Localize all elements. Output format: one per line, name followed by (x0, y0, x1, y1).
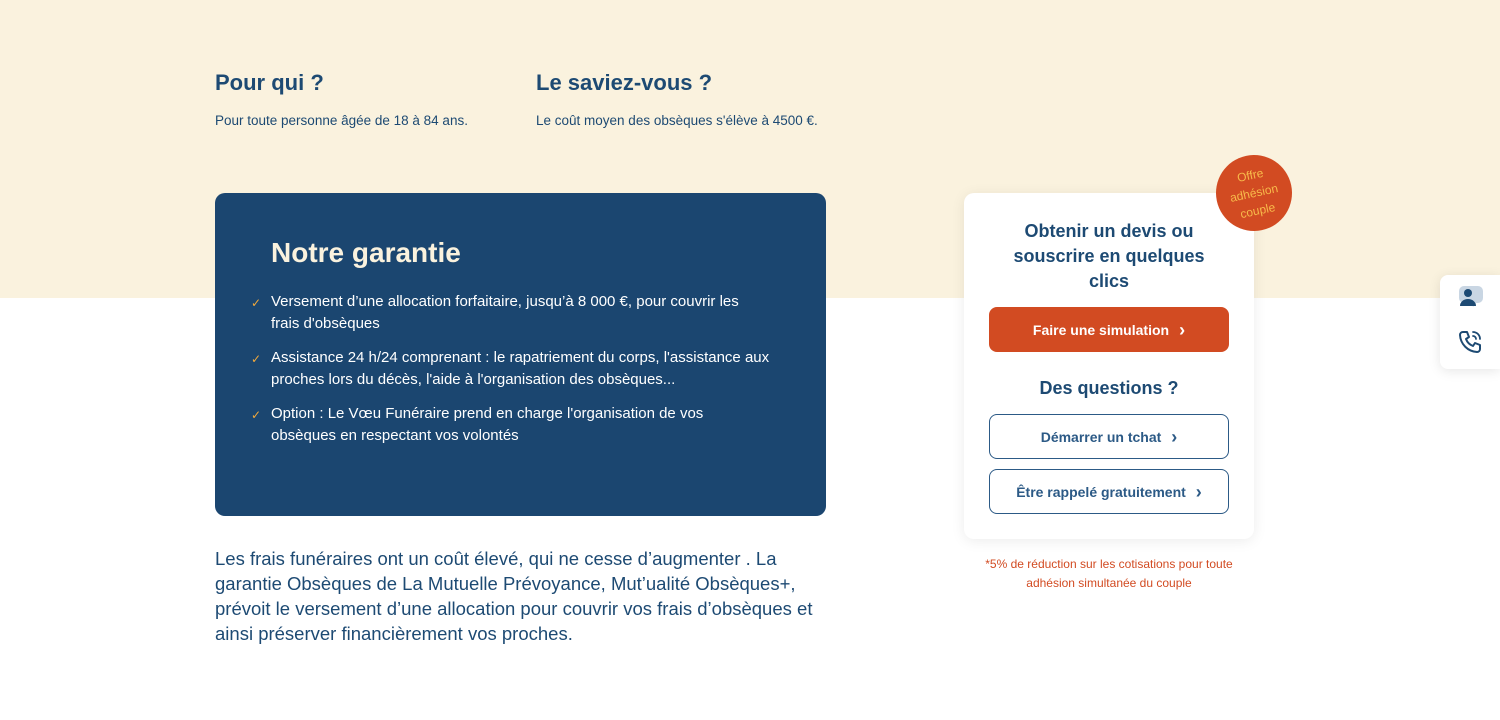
guarantee-title: Notre garantie (271, 237, 461, 268)
did-you-know-title: Le saviez-vous ? (536, 70, 713, 95)
chat-person-icon[interactable] (1455, 284, 1485, 315)
who-section (215, 70, 515, 132)
check-icon: ✓ (251, 352, 262, 366)
check-icon: ✓ (251, 408, 262, 422)
guarantee-list (251, 291, 770, 447)
discount-footnote: *5% de réduction sur les cotisations pour toute adhésion simultanée du couple (985, 557, 1233, 590)
check-icon: ✓ (251, 296, 262, 310)
guarantee-item-text: Assistance 24 h/24 comprenant : le rapatriement du corps, l'assistance aux proches lors du décès, l'aide à l'organisation des obsèques... (271, 349, 770, 388)
quote-card (964, 193, 1254, 539)
phone-call-icon[interactable] (1457, 329, 1483, 360)
simulation-button[interactable] (989, 307, 1229, 352)
who-text: Pour toute personne âgée de 18 à 84 ans. (215, 113, 468, 128)
badge-line-3: couple (1238, 200, 1277, 222)
chevron-right-icon: › (1179, 319, 1186, 340)
quote-card-title: Obtenir un devis ou souscrire en quelques clics (1013, 221, 1205, 291)
did-you-know-text: Le coût moyen des obsèques s'élève à 4500 €. (536, 113, 818, 128)
badge-line-2: adhésion (1228, 181, 1280, 205)
did-you-know-section (536, 70, 836, 132)
callback-button-label: Être rappelé gratuitement (1016, 483, 1186, 500)
chevron-right-icon: › (1171, 426, 1178, 447)
who-title: Pour qui ? (215, 70, 324, 95)
guarantee-item (251, 347, 770, 391)
simulation-button-label: Faire une simulation (1032, 321, 1170, 338)
start-chat-button[interactable] (989, 414, 1229, 459)
guarantee-panel (215, 193, 826, 516)
intro-paragraph: Les frais funéraires ont un coût élevé, qui ne cesse d’augmenter . La garantie Obsèques de La Mutuelle Prévoyance, Mut’ualité Obsèques+, prévoit le versement d’une allocation pour couvrir vos frais d’obsèques et ainsi préserver financièrement vos proches. (215, 548, 813, 644)
guarantee-item-text: Versement d’une allocation forfaitaire, jusqu’à 8 000 €, pour couvrir les frais d'obsèques (271, 293, 739, 332)
start-chat-button-label: Démarrer un tchat (1040, 428, 1162, 445)
guarantee-item (251, 291, 770, 335)
guarantee-item-text: Option : Le Vœu Funéraire prend en charge l'organisation de vos obsèques en respectant vos volontés (271, 405, 704, 444)
contact-side-widget (1440, 275, 1500, 369)
callback-button[interactable] (989, 469, 1229, 514)
questions-title: Des questions ? (1039, 378, 1179, 398)
chevron-right-icon: › (1195, 481, 1202, 502)
guarantee-item (251, 403, 770, 447)
badge-line-1: Offre (1235, 165, 1265, 185)
